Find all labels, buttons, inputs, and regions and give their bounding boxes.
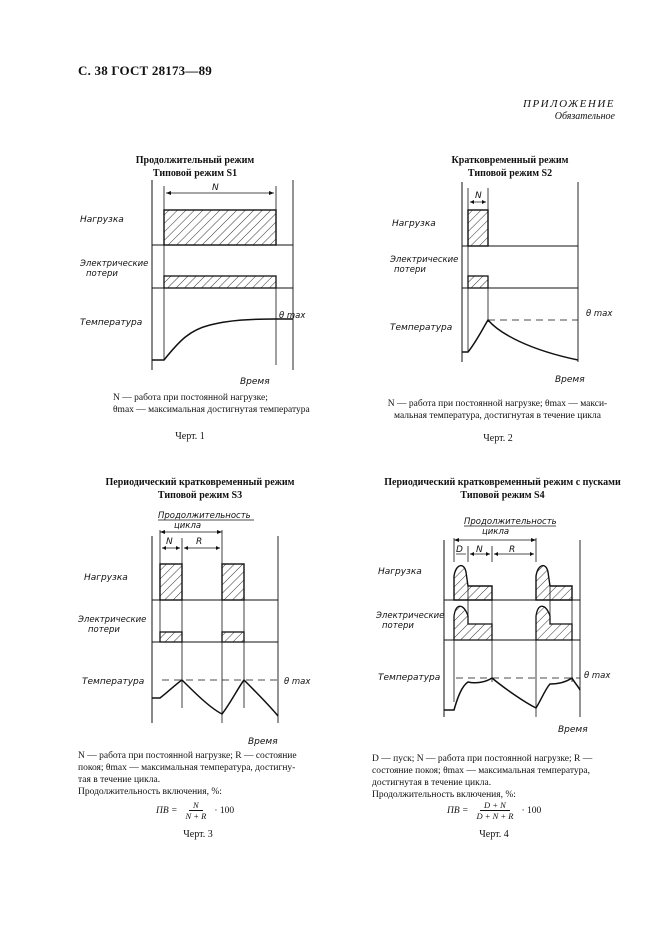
fig4-number: Черт. 4 [479,829,509,840]
fig3-load-block-2 [222,564,244,600]
fig3-thetamax-label: θ max [284,677,311,687]
fig4-title-line2: Типовой режим S4 [460,490,545,501]
fig2-title-line2: Типовой режим S2 [467,168,553,179]
fig3-title-line2: Типовой режим S3 [157,490,243,501]
fig3-losses-label1: Электрические [78,615,147,625]
fig1-title-line2: Типовой режим S1 [152,168,238,179]
fig3-caption-line3: тая в течение цикла. [78,775,161,785]
fig3-formula-den: N + R [185,811,207,821]
fig2-title [410,154,610,180]
fig4-formula-tail: · 100 [521,805,542,816]
fig4-formula-den: D + N + R [476,811,514,821]
fig4-thetamax-label: θ max [584,671,611,681]
fig1-title-line1: Продолжительный режим [135,155,255,166]
fig3-title [80,476,320,502]
fig2-number: Черт. 2 [483,433,513,444]
fig2-load-block [468,210,488,246]
fig1-diagram [80,180,310,390]
fig3-load-label: Нагрузка [84,573,128,583]
fig4-load-label: Нагрузка [378,567,422,577]
fig3-caption-line4: Продолжительность включения, %: [78,787,222,797]
fig3-temp-curve [152,680,278,716]
fig2-load-label: Нагрузка [392,219,436,229]
fig4-title-line1: Периодический кратковременный режим с пусками [384,477,621,488]
fig2-temp-curve [462,320,578,360]
fig3-load-block-1 [160,564,182,600]
fig4-load-block-2 [536,566,572,600]
fig2-temp-label: Температура [390,323,453,333]
fig4-caption-line1: D — пуск; N — работа при постоянной нагрузке; R — [372,754,593,764]
fig3-diagram [78,508,318,750]
fig4-caption [372,753,615,801]
fig4-n-label: N [476,545,483,555]
fig4-formula-fraction [472,800,517,821]
fig4-duration-label1: Продолжительность [464,517,557,527]
fig4-formula-lhs: ПВ = [447,805,469,816]
appendix-title: ПРИЛОЖЕНИЕ [523,98,615,110]
fig2-title-line1: Кратковременный режим [451,155,569,166]
fig4-load-block-1 [454,566,492,600]
fig1-losses-label1: Электрические [80,259,149,269]
fig4-losses-label2: потери [382,621,414,631]
fig1-title [95,154,295,180]
fig3-losses-block-1 [160,632,182,642]
fig2-caption [380,398,615,422]
fig4-formula-num: D + N [480,800,510,811]
fig1-temp-label: Температура [80,318,143,328]
fig1-n-label: N [212,183,219,193]
fig4-title [360,476,645,502]
fig3-number: Черт. 3 [183,829,213,840]
fig4-duration-label2: цикла [482,527,510,537]
page-header: С. 38 ГОСТ 28173—89 [78,63,212,78]
fig3-temp-label: Температура [82,677,145,687]
fig3-losses-block-2 [222,632,244,642]
fig4-r-label: R [509,545,516,555]
fig4-temp-label: Температура [378,673,441,683]
fig2-n-label: N [475,191,482,201]
fig3-caption [78,750,316,798]
fig4-temp-curve [444,678,580,710]
appendix-status: Обязательное [554,111,615,122]
fig1-losses-block [164,276,276,288]
fig1-number: Черт. 1 [175,431,205,442]
fig2-diagram [390,182,630,392]
fig3-formula-num: N [189,800,203,811]
fig4-losses-block-2 [536,606,572,640]
fig3-r-label: R [196,537,203,547]
fig2-losses-label2: потери [394,265,426,275]
fig4-losses-label1: Электрические [376,611,445,621]
fig3-formula-fraction [181,800,210,821]
fig4-caption-line2: состояние покоя; θmax — максимальная температура, [372,766,590,776]
fig4-diagram [376,512,616,738]
fig1-time-label: Время [240,377,270,387]
fig4-losses-block-1 [454,606,492,640]
fig3-time-label: Время [248,737,278,747]
fig3-losses-label2: потери [88,625,120,635]
fig1-caption-line2: θmax — максимальная достигнутая температура [113,405,310,415]
fig1-thetamax-label: θ max [279,311,306,321]
fig4-caption-line3: достигнутая в течение цикла. [372,778,492,788]
fig1-load-label: Нагрузка [80,215,124,225]
fig2-losses-label1: Электрические [390,255,459,265]
fig4-formula [447,800,541,821]
fig3-title-line1: Периодический кратковременный режим [105,477,295,488]
fig3-caption-line1: N — работа при постоянной нагрузке; R — состояние [78,751,297,761]
fig3-duration-label1: Продолжительность [158,511,251,521]
fig2-caption-line2: мальная температура, достигнутая в течение цикла [394,411,601,421]
fig3-formula-tail: · 100 [214,805,235,816]
fig3-caption-line2: покоя; θmax — максимальная температура, достигну- [78,763,296,773]
fig3-n-label: N [166,537,173,547]
fig2-time-label: Время [555,375,585,385]
fig2-caption-line1: N — работа при постоянной нагрузке; θmax — макси- [387,399,608,409]
fig2-thetamax-label: θ max [586,309,613,319]
fig4-caption-line4: Продолжительность включения, %: [372,790,516,800]
fig3-formula-lhs: ПВ = [156,805,178,816]
fig1-caption [113,392,313,416]
fig4-d-label: D [456,545,463,555]
fig1-caption-line1: N — работа при постоянной нагрузке; [113,393,268,403]
fig1-losses-label2: потери [86,269,118,279]
fig1-temp-curve [152,319,293,360]
fig1-load-block [164,210,276,245]
fig4-time-label: Время [558,725,588,735]
fig3-formula [156,800,234,821]
appendix-block [523,98,615,122]
fig3-duration-label2: цикла [174,521,202,531]
fig2-losses-block [468,276,488,288]
